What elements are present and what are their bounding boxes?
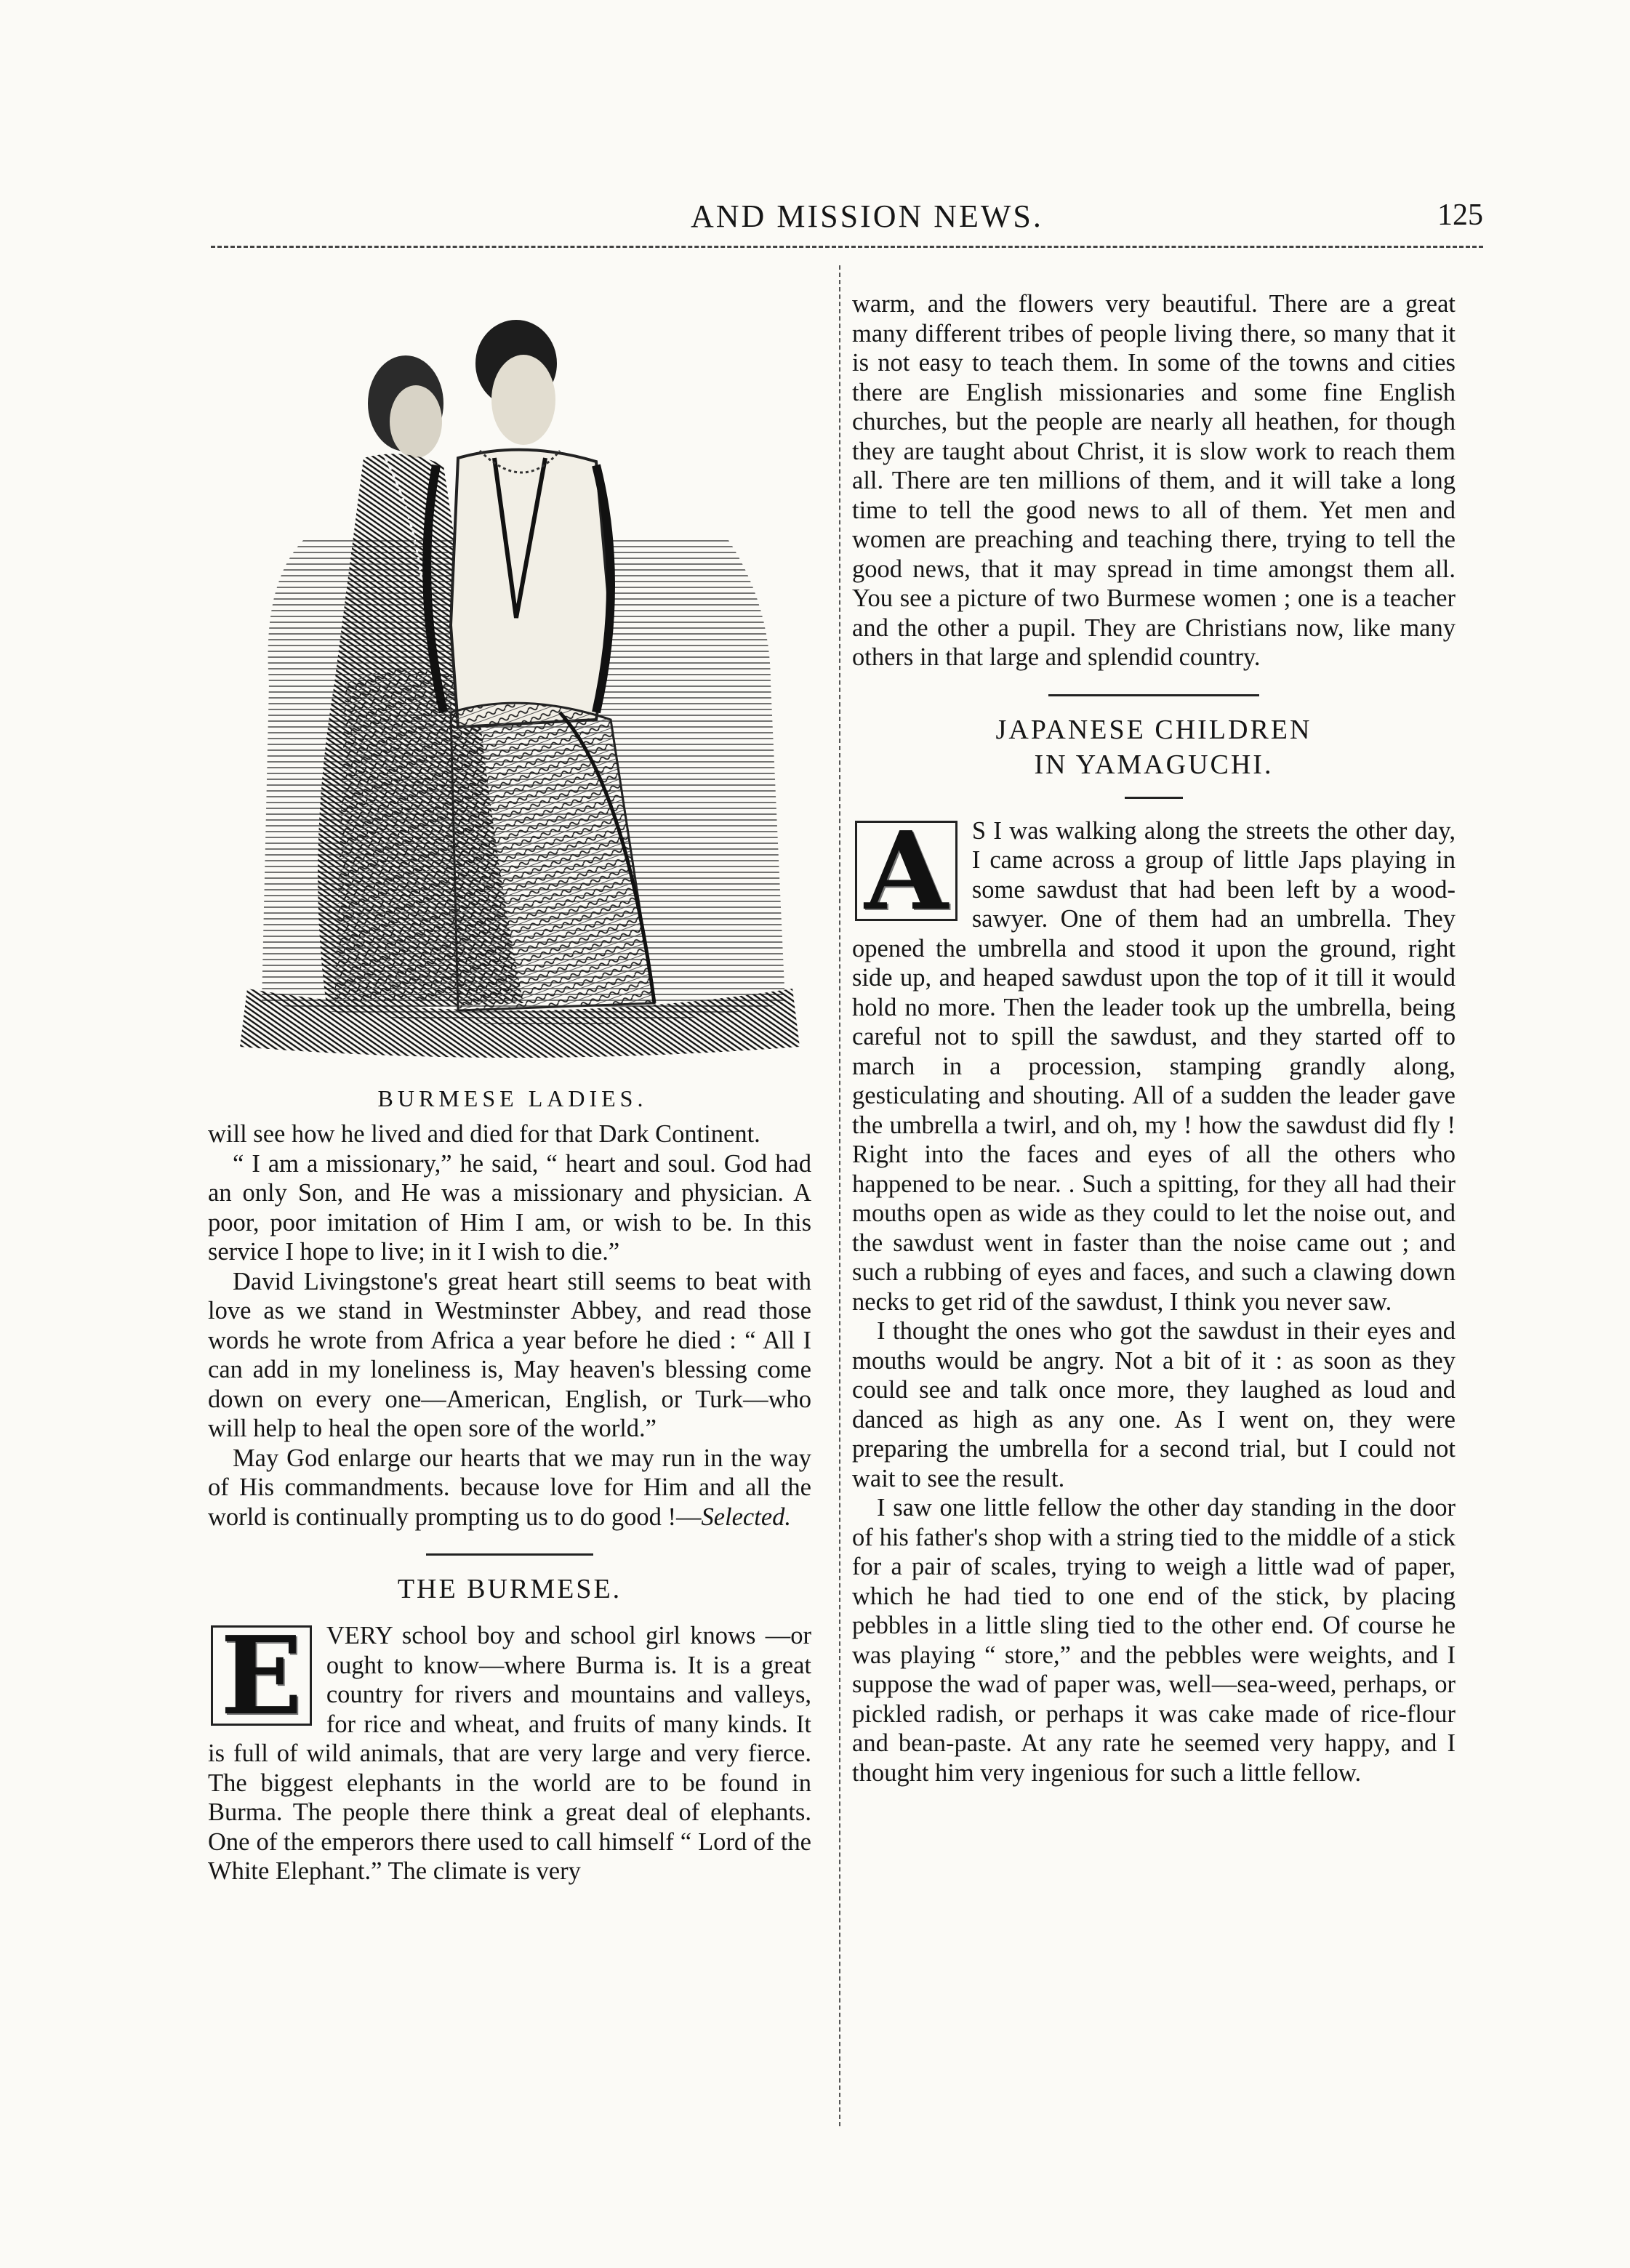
paragraph [208, 1612, 811, 1886]
section-rule [1048, 694, 1259, 696]
left-column [208, 1119, 811, 1886]
page-header [211, 198, 1483, 249]
header-rule [211, 246, 1483, 248]
column-divider [839, 265, 840, 2126]
paragraph-text: S I was walking along the streets the other day, I came across a group of little Japs playing in some sawdust that had been left by a wood-sawyer. One of them had an umbrella. They opened the umbrella and stood it upon the ground, right side up, and heaped sawdust upon the top of it till it would hold no more. Then the leader took up the umbrella, being careful not to spill the sawdust, and they started off to march in a procession, stamping grandly along, gesticulating and shouting. All of a sudden the leader gave the umbrella a twirl, and oh, my ! how the sawdust did fly ! Right into the faces and eyes of all the others who happened to be near. . Such a spitting, for they all had their mouths open as wide as they could to let the noise out, and the sawdust went in faster than the noise came out ; and such a rubbing of eyes and faces, and such a clawing down necks to get rid of the sawdust, I think you never saw. [852, 816, 1456, 1316]
paragraph: David Livingstone's great heart still seems to beat with love as we stand in Westminster Abbey, and read those words he wrote from Africa a year before he died : “ All I can add in my loneliness is, May heaven's blessing come down on every one—American, English, or Turk—who will help to heal the open sore of the world.” [208, 1267, 811, 1442]
paragraph: I saw one little fellow the other day standing in the door of his father's shop with a string tied to the middle of a stick for a pair of scales, trying to weigh a little wad of paper, which he had tied to one end of the stick, by placing pebbles in a little sling tied to the other end. Of course he was playing “ store,” and the pebbles were weights, and I suppose the wad of paper was, well—sea-weed, perhaps, or pickled radish, or perhaps it was cake made of rice-flour and bean-paste. At any rate he seemed very happy, and I thought him very ingenious for such a little fellow. [852, 1494, 1456, 1787]
dropcap-a: A [855, 821, 957, 921]
paragraph-text: May God enlarge our hearts that we may run in the way of His commandments. because love for Him and all the world is continually prompting us to do good !— [208, 1444, 811, 1531]
section-rule [426, 1553, 593, 1556]
dropcap-e: E [211, 1625, 312, 1726]
burmese-ladies-engraving [218, 276, 807, 1076]
paragraph: “ I am a missionary,” he said, “ heart and soul. God had an only Son, and He was a missionary and physician. A poor, poor imitation of Him I am, or wish to be. In this service I hope to live; in it I wish to die.” [208, 1149, 811, 1266]
paragraph: warm, and the flowers very beautiful. There are a great many different tribes of people living there, so many that it is not easy to teach them. In some of the towns and cities there are English missionaries and some fine English churches, but the people are nearly all heathen, for though they are taught about Christ, it is slow work to reach them all. There are ten millions of them, and it will take a long time to tell the good news to all of them. Yet men and women are preaching and teaching there, trying to tell the good news, that it may spread in time amongst them all. You see a picture of two Burmese women ; one is a teacher and the other a pupil. They are Christians now, like many others in that large and splendid country. [852, 290, 1456, 671]
selected-credit: Selected. [701, 1503, 792, 1531]
figure-caption: BURMESE LADIES. [377, 1085, 648, 1111]
section-title-burmese: THE BURMESE. [397, 1574, 622, 1604]
paragraph: I thought the ones who got the sawdust in their eyes and mouths would be angry. Not a bit of it : as soon as they could see and talk once more, they laughed as loud and danced as high as any one. As I went on, they were preparing the umbrella for a second trial, but I could not wait to see the result. [852, 1317, 1456, 1492]
right-column [852, 289, 1456, 1788]
section-rule [1125, 797, 1183, 799]
paragraph [208, 1444, 811, 1532]
running-title: AND MISSION NEWS. [691, 198, 1043, 234]
paragraph: will see how he lived and died for that Dark Continent. [208, 1120, 760, 1148]
page-number: 125 [1437, 198, 1483, 232]
engraving-figure [218, 276, 807, 1111]
section-title-japanese: JAPANESE CHILDREN IN YAMAGUCHI. [995, 714, 1312, 780]
paragraph-text: VERY school boy and school girl knows —or ought to know—where Burma is. It is a great country for rivers and mountains and valleys, for rice and wheat, and fruits of many kinds. It is full of wild animals, that are very large and very fierce. The biggest elephants in the world are to be found in Burma. The people there think a great deal of elephants. One of the emperors there used to call himself “ Lord of the White Elephant.” The climate is very [208, 1622, 811, 1885]
paragraph [852, 807, 1456, 1317]
